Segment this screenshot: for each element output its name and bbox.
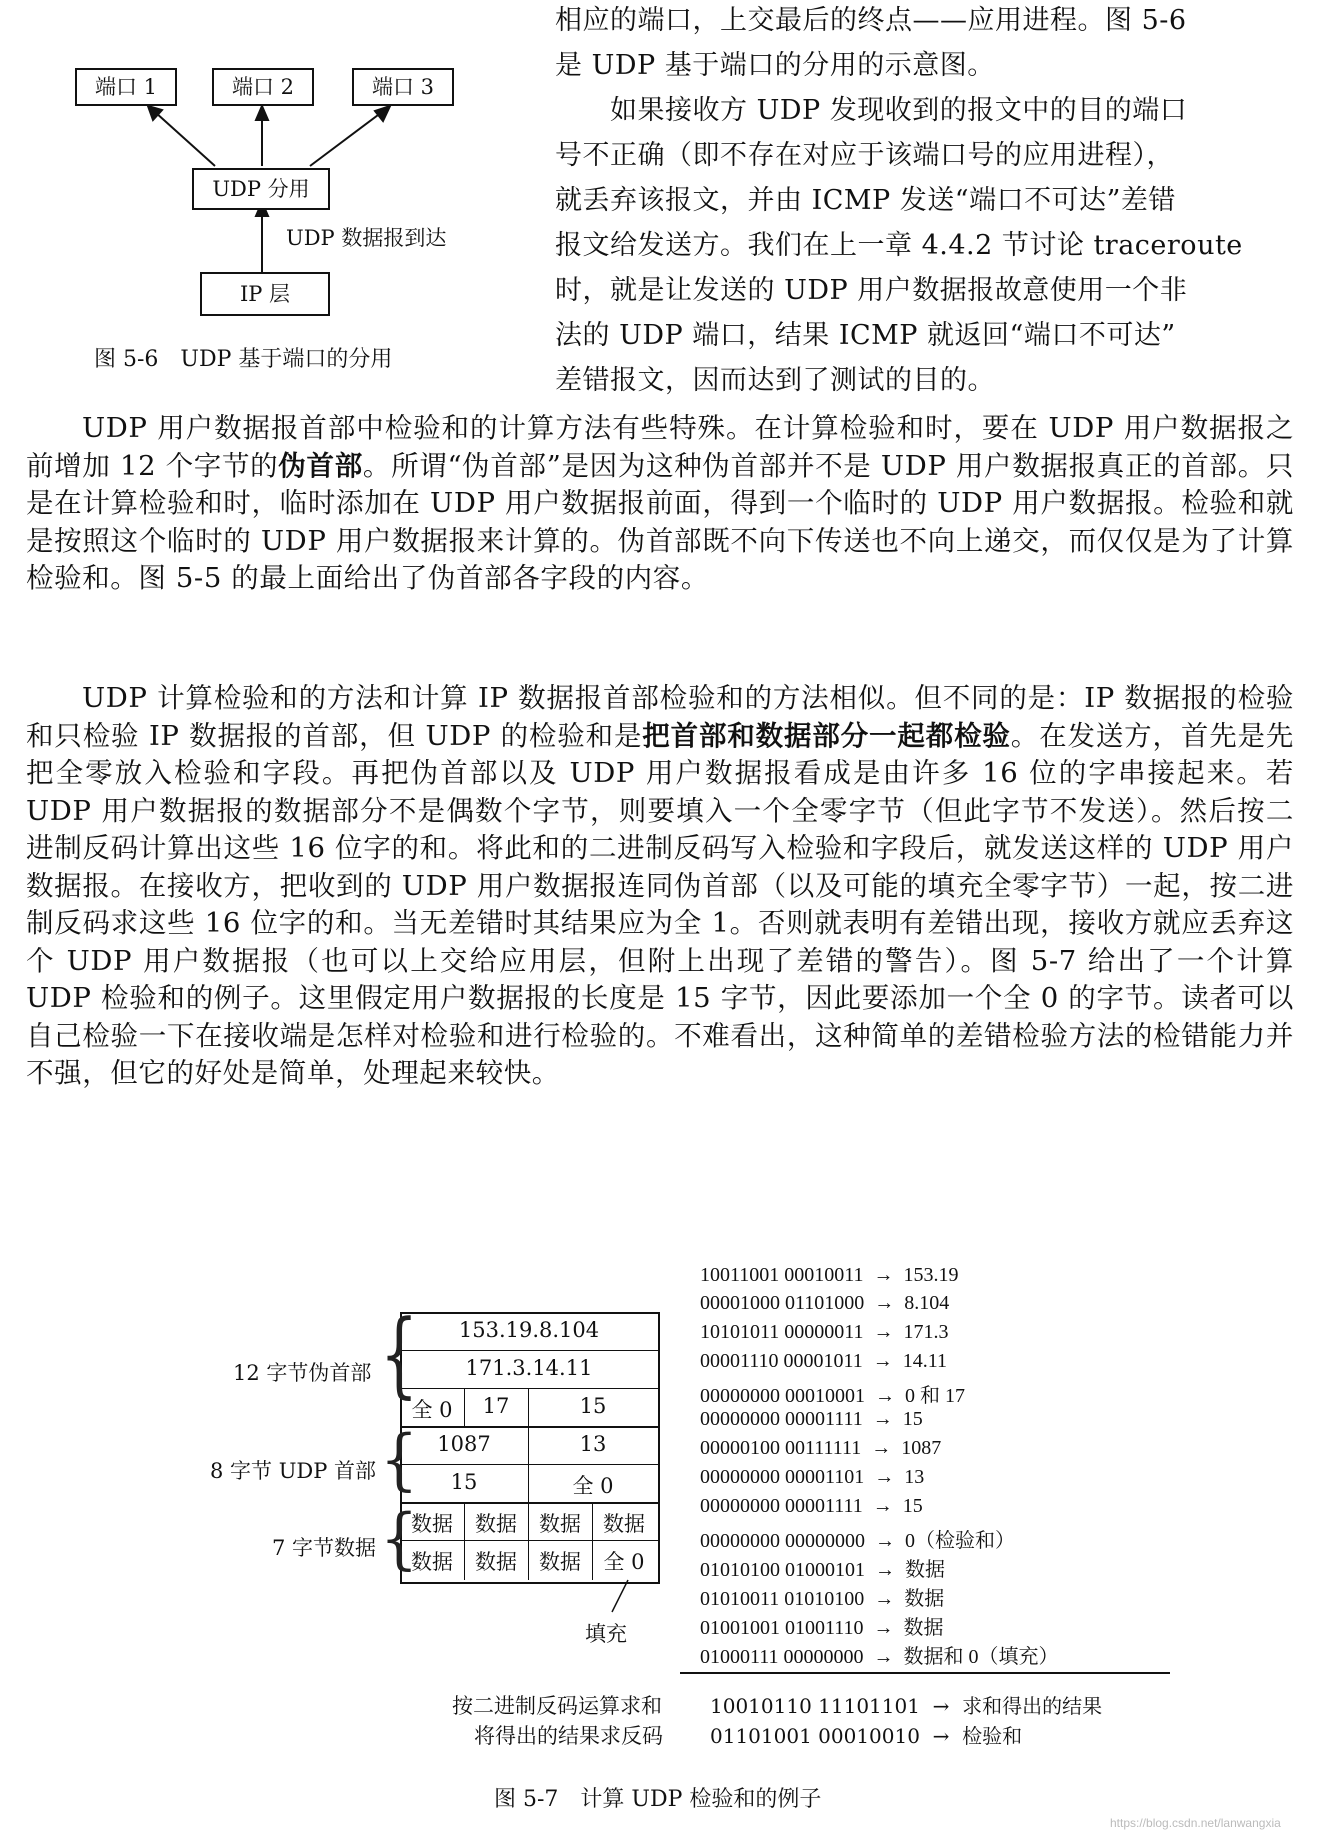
source-port-cell: 1087 — [437, 1432, 491, 1456]
watermark: https://blog.csdn.net/lanwangxia — [1110, 1816, 1281, 1830]
divider — [400, 1388, 658, 1389]
data-label: 7 字节数据 — [272, 1536, 377, 1560]
sum-label: 按二进制反码运算求和 — [452, 1694, 662, 1718]
data-cell: 数据 — [603, 1512, 645, 1536]
zero-cell: 全 0 — [411, 1398, 453, 1422]
binary-row: 00000000 00001111 → 15 — [700, 1495, 923, 1517]
protocol-cell: 17 — [482, 1394, 510, 1418]
divider — [400, 1426, 658, 1428]
port-2-box: 端口 2 — [212, 68, 314, 106]
padding-label: 填充 — [585, 1622, 627, 1646]
dest-ip-cell: 171.3.14.11 — [465, 1356, 593, 1380]
udp-length-pseudo-cell: 15 — [579, 1394, 607, 1418]
brace-icon: { — [380, 1500, 419, 1578]
binary-row: 00000000 00000000 → 0（检验和） — [700, 1530, 1015, 1552]
text-line: 如果接收方 UDP 发现收到的报文中的目的端口 — [610, 95, 1188, 126]
sum-result-row: 10010110 11101101 → 求和得出的结果 — [710, 1694, 1103, 1718]
length-cell: 15 — [450, 1470, 478, 1494]
divider — [400, 1540, 658, 1541]
text-line: 就丢弃该报文，并由 ICMP 发送“端口不可达”差错 — [555, 185, 1176, 216]
port-1-box: 端口 1 — [75, 68, 177, 106]
source-ip-cell: 153.19.8.104 — [458, 1318, 600, 1342]
data-cell: 数据 — [411, 1550, 453, 1574]
text-line: 法的 UDP 端口，结果 ICMP 就返回“端口不可达” — [555, 320, 1176, 351]
fig56-caption: 图 5-6 UDP 基于端口的分用 — [94, 347, 393, 372]
paragraph-checksum-method: UDP 计算检验和的方法和计算 IP 数据报首部检验和的方法相似。但不同的是：IP 数据报的检验和只检验 IP 数据报的首部，但 UDP 的检验和是把首部和数据部分一起都检验。在发送方，首先是先把全零放入检验和字段。再把伪首部以及 UDP 用户数据报看成是由许多 16 位的字串接起来。若 UDP 用户数据报的数据部分不是偶数个字节，则要填入一个全零字节（但此字节不发送）。然后按二进制反码计算出这些 16 位字的和。将此和的二进制反码写入检验和字段后，就发送这样的 UDP 用户数据报。在接收方，把收到的 UDP 用户数据报连同伪首部（以及可能的填充全零字节）一起，按二进制反码求这些 16 位字的和。当无差错时其结果应为全 1。否则就表明有差错出现，接收方就应丢弃这个 UDP 用户数据报（也可以上交给应用层，但附上出现了差错的警告）。图 5-7 给出了一个计算 UDP 检验和的例子。这里假定用户数据报的长度是 15 字节，因此要添加一个全 0 的字节。读者可以自己检验一下在接收端是怎样对检验和进行检验的。不难看出，这种简单的差错检验方法的检错能力并不强，但它的好处是简单，处理起来较快。 — [26, 682, 1294, 1089]
text-line: 报文给发送方。我们在上一章 4.4.2 节讨论 traceroute — [555, 230, 1243, 261]
ip-layer-box: IP 层 — [200, 272, 330, 316]
udp-demux-box: UDP 分用 — [192, 168, 330, 210]
data-cell: 数据 — [539, 1512, 581, 1536]
divider — [400, 1464, 658, 1465]
checksum-cell: 全 0 — [572, 1474, 614, 1498]
binary-row: 01001001 01001110 → 数据 — [700, 1617, 944, 1639]
binary-row: 00001110 00001011 → 14.11 — [700, 1350, 948, 1372]
divider — [400, 1350, 658, 1351]
text-line: 时，就是让发送的 UDP 用户数据报故意使用一个非 — [555, 275, 1188, 306]
data-cell: 数据 — [475, 1550, 517, 1574]
udp-arrive-label: UDP 数据报到达 — [286, 226, 447, 250]
pseudo-header-label: 12 字节伪首部 — [233, 1361, 372, 1385]
binary-row: 00000100 00111111 → 1087 — [700, 1437, 942, 1459]
bold-pseudo-header: 伪首部 — [278, 449, 363, 482]
brace-icon: { — [380, 1421, 419, 1499]
checksum-result-row: 01101001 00010010 → 检验和 — [710, 1724, 1023, 1748]
brace-icon: { — [380, 1300, 419, 1410]
binary-row: 01010011 01010100 → 数据 — [700, 1588, 945, 1610]
data-cell: 数据 — [411, 1512, 453, 1536]
bold-check-all: 把首部和数据部分一起都检验 — [642, 719, 1011, 752]
dest-port-cell: 13 — [579, 1432, 607, 1456]
data-cell: 数据 — [539, 1550, 581, 1574]
paragraph-pseudo-header: UDP 用户数据报首部中检验和的计算方法有些特殊。在计算检验和时，要在 UDP 用户数据报之前增加 12 个字节的伪首部。所谓“伪首部”是因为这种伪首部并不是 UDP 用户数据报真正的首部。只是在计算检验和时，临时添加在 UDP 用户数据报前面，得到一个临时的 UDP 用户数据报。检验和就是按照这个临时的 UDP 用户数据报来计算的。伪首部既不向下传送也不向上递交，而仅仅是为了计算检验和。图 5-5 的最上面给出了伪首部各字段的内容。 — [26, 412, 1294, 594]
padding-cell: 全 0 — [603, 1550, 645, 1574]
sum-rule — [680, 1672, 1170, 1674]
udp-header-label: 8 字节 UDP 首部 — [210, 1459, 377, 1483]
text-line: 是 UDP 基于端口的分用的示意图。 — [555, 50, 995, 81]
fig57-caption: 图 5-7 计算 UDP 检验和的例子 — [494, 1787, 822, 1812]
binary-row: 00000000 00001101 → 13 — [700, 1466, 925, 1488]
binary-row: 00000000 00010001 → 0 和 17 — [700, 1385, 965, 1407]
binary-row: 10101011 00000011 → 171.3 — [700, 1321, 949, 1343]
binary-row: 10011001 00010011 → 153.19 — [700, 1264, 959, 1286]
text-line: 相应的端口，上交最后的终点——应用进程。图 5-6 — [555, 5, 1187, 36]
binary-row: 00001000 01101000 → 8.104 — [700, 1292, 950, 1314]
divider — [400, 1502, 658, 1504]
port-3-box: 端口 3 — [352, 68, 454, 106]
text-line: 号不正确（即不存在对应于该端口号的应用进程）， — [555, 140, 1174, 171]
binary-row: 01000111 00000000 → 数据和 0（填充） — [700, 1646, 1059, 1668]
binary-row: 01010100 01000101 → 数据 — [700, 1559, 945, 1581]
data-cell: 数据 — [475, 1512, 517, 1536]
text-line: 差错报文，因而达到了测试的目的。 — [555, 365, 995, 396]
padding-pointer — [600, 1578, 640, 1618]
inverse-label: 将得出的结果求反码 — [474, 1724, 663, 1748]
binary-row: 00000000 00001111 → 15 — [700, 1408, 923, 1430]
